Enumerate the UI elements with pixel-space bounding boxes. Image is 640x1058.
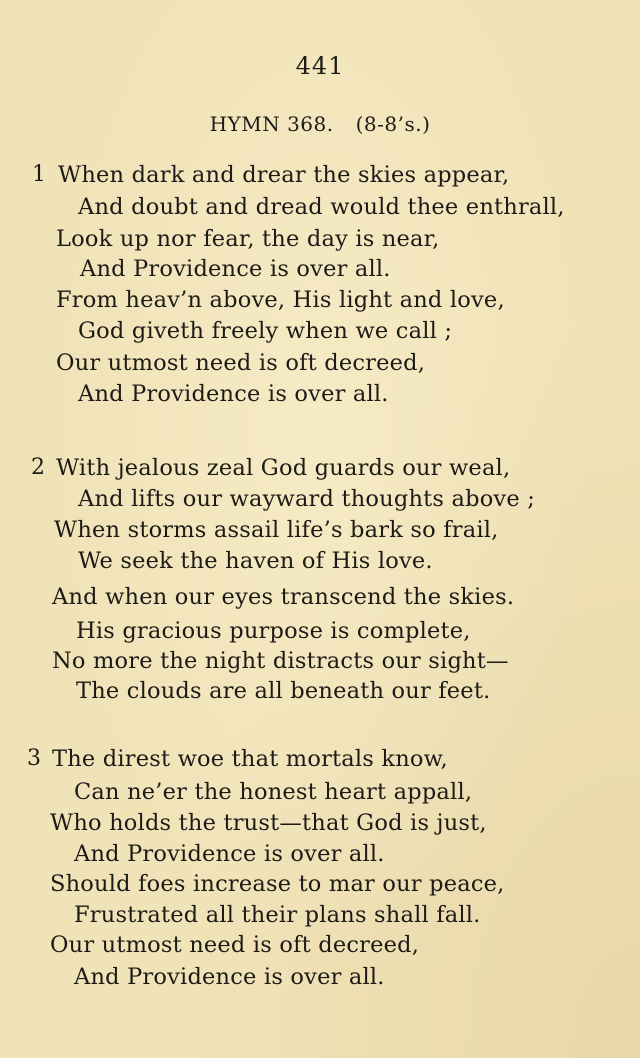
verse-line: When storms assail life’s bark so frail,: [54, 517, 499, 543]
verse-line: And lifts our wayward thoughts above ;: [78, 486, 535, 512]
verse-line: Our utmost need is oft decreed,: [56, 350, 426, 376]
verse-line: Frustrated all their plans shall fall.: [74, 902, 481, 928]
hymn-title: HYMN 368.: [209, 112, 334, 136]
hymn-meter: (8-8’s.): [355, 112, 431, 136]
stanza-number: 2: [31, 455, 45, 480]
verse-line: The clouds are all beneath our feet.: [76, 678, 491, 704]
verse-line: Our utmost need is oft decreed,: [50, 932, 420, 958]
verse-line: We seek the haven of His love.: [78, 548, 433, 574]
verse-line: And doubt and dread would thee enthrall,: [78, 194, 565, 220]
verse-line: The direst woe that mortals know,: [52, 746, 448, 772]
verse-line: His gracious purpose is complete,: [76, 618, 471, 644]
page-number: 441: [295, 52, 345, 80]
verse-line: With jealous zeal God guards our weal,: [56, 455, 511, 481]
verse-line: And Providence is over all.: [74, 964, 385, 990]
verse-line: And Providence is over all.: [80, 256, 391, 282]
verse-line: Can ne’er the honest heart appall,: [74, 779, 473, 805]
stanza-number: 3: [27, 746, 41, 771]
verse-line: Should foes increase to mar our peace,: [50, 871, 505, 897]
verse-line: And Providence is over all.: [74, 841, 385, 867]
verse-line: From heav’n above, His light and love,: [56, 287, 505, 313]
verse-line: Who holds the trust—that God is just,: [50, 810, 487, 836]
verse-line: God giveth freely when we call ;: [78, 318, 453, 344]
hymn-heading: [0, 112, 640, 136]
verse-line: And Providence is over all.: [78, 381, 389, 407]
stanza-number: 1: [32, 162, 46, 187]
verse-line: And when our eyes transcend the skies.: [52, 584, 515, 610]
verse-line: When dark and drear the skies appear,: [58, 162, 510, 188]
verse-line: No more the night distracts our sight—: [52, 648, 509, 674]
verse-line: Look up nor fear, the day is near,: [56, 226, 440, 252]
